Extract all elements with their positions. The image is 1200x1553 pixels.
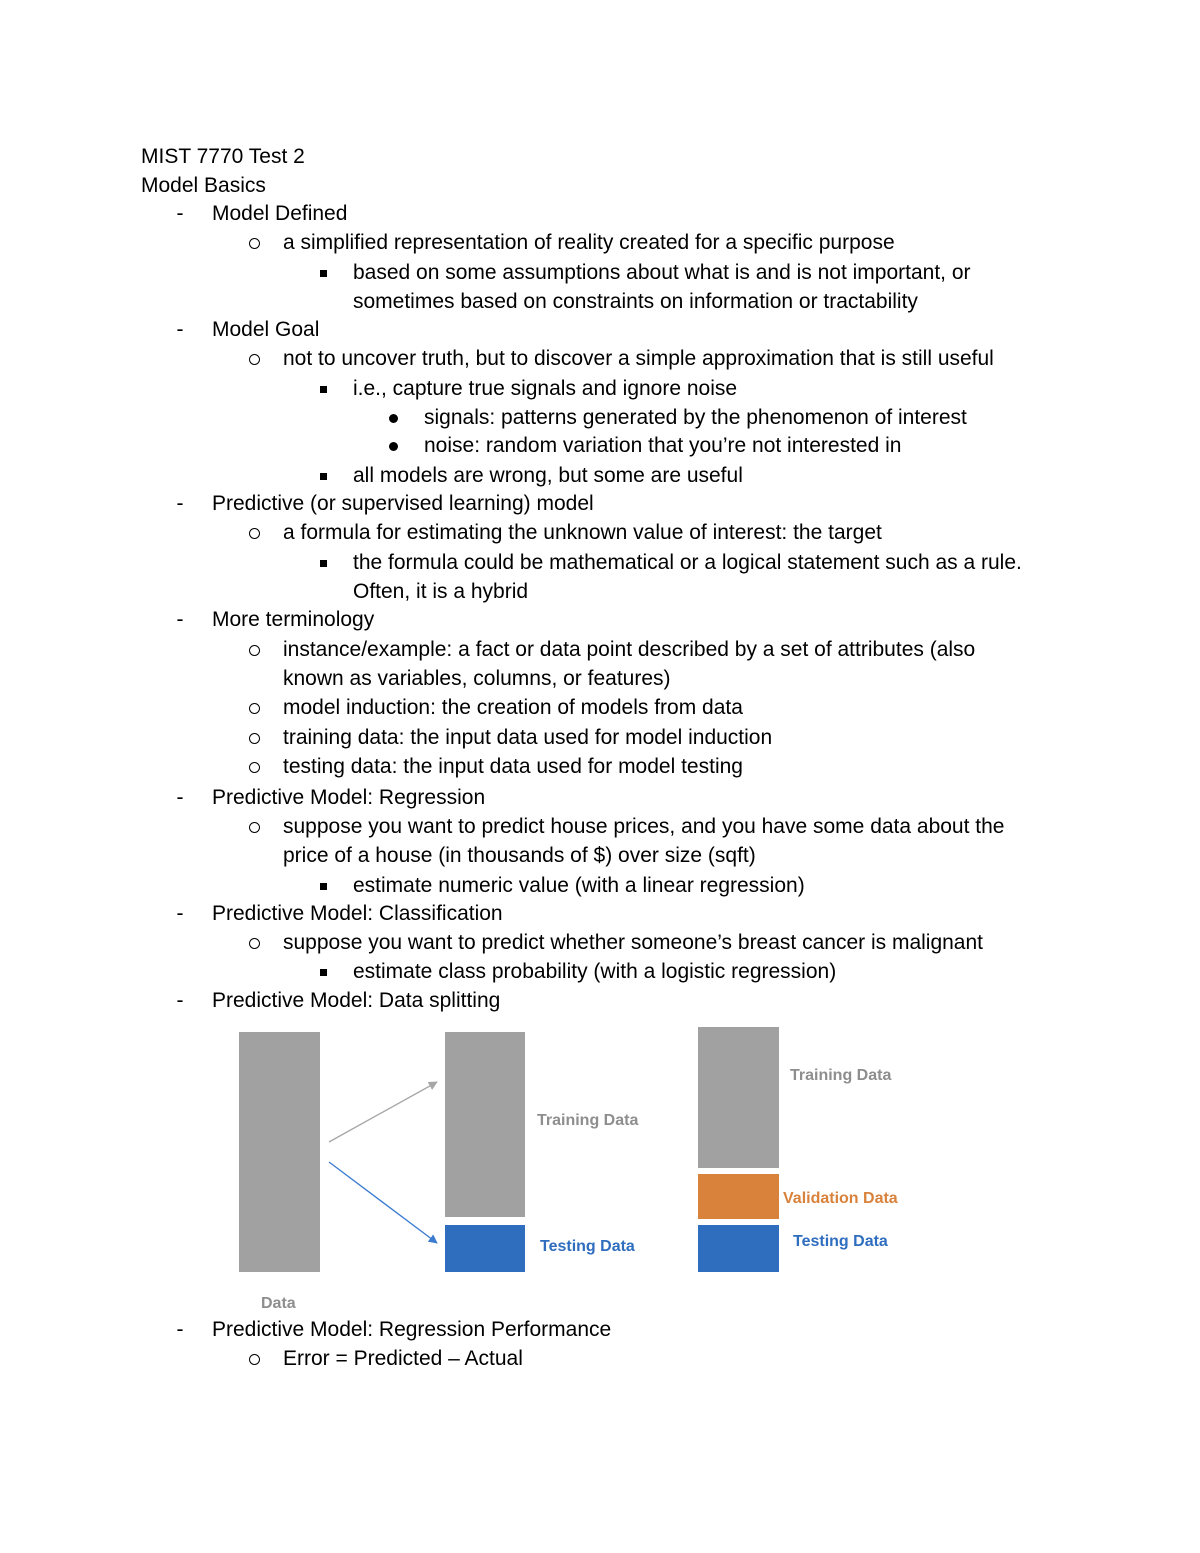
validation-block	[698, 1174, 779, 1219]
list-item-continuation: Often, it is a hybrid	[353, 580, 529, 603]
dash-bullet: -	[176, 989, 184, 1012]
dash-bullet: -	[176, 318, 184, 341]
list-item: signals: patterns generated by the phenomenon of interest	[424, 406, 967, 429]
data-block	[239, 1032, 320, 1272]
heading-regression-performance: Predictive Model: Regression Performance	[212, 1318, 612, 1341]
heading-model-goal: Model Goal	[212, 318, 320, 341]
heading-data-splitting: Predictive Model: Data splitting	[212, 989, 501, 1012]
list-item: based on some assumptions about what is and is not important, or	[353, 261, 971, 284]
dash-bullet: -	[176, 608, 184, 631]
list-item-continuation: known as variables, columns, or features)	[283, 667, 671, 690]
list-item: i.e., capture true signals and ignore noise	[353, 377, 738, 400]
list-item: a simplified representation of reality created for a specific purpose	[283, 231, 895, 254]
list-item-continuation: sometimes based on constraints on information or tractability	[353, 290, 918, 313]
list-item: model induction: the creation of models from data	[283, 696, 743, 719]
testing-label-2: Testing Data	[793, 1233, 888, 1250]
dash-bullet: -	[176, 902, 184, 925]
list-item: training data: the input data used for model induction	[283, 726, 773, 749]
list-item: Error = Predicted – Actual	[283, 1347, 523, 1370]
heading-regression: Predictive Model: Regression	[212, 786, 486, 809]
arrow-to-testing	[329, 1162, 437, 1243]
heading-more-terminology: More terminology	[212, 608, 375, 631]
list-item-continuation: price of a house (in thousands of $) over size (sqft)	[283, 844, 756, 867]
dash-bullet: -	[176, 786, 184, 809]
dash-bullet: -	[176, 1318, 184, 1341]
training-block-1	[445, 1032, 525, 1217]
list-item: estimate class probability (with a logistic regression)	[353, 960, 837, 983]
section-title: Model Basics	[141, 174, 266, 197]
arrow-to-training	[329, 1082, 437, 1142]
training-block-2	[698, 1027, 779, 1168]
heading-predictive-model: Predictive (or supervised learning) model	[212, 492, 594, 515]
training-label-2: Training Data	[790, 1067, 892, 1084]
list-item: all models are wrong, but some are useful	[353, 464, 743, 487]
testing-block-1	[445, 1225, 525, 1272]
list-item: testing data: the input data used for model testing	[283, 755, 743, 778]
list-item: a formula for estimating the unknown value of interest: the target	[283, 521, 882, 544]
document-title: MIST 7770 Test 2	[141, 145, 305, 168]
list-item: the formula could be mathematical or a logical statement such as a rule.	[353, 551, 1022, 574]
dash-bullet: -	[176, 492, 184, 515]
testing-block-2	[698, 1225, 779, 1272]
list-item: suppose you want to predict whether someone’s breast cancer is malignant	[283, 931, 984, 954]
list-item: not to uncover truth, but to discover a simple approximation that is still useful	[283, 347, 994, 370]
list-item: noise: random variation that you’re not interested in	[424, 434, 902, 457]
training-label-1: Training Data	[537, 1112, 639, 1129]
testing-label-1: Testing Data	[540, 1238, 635, 1255]
circle-bullet-icon	[244, 1346, 264, 1372]
heading-classification: Predictive Model: Classification	[212, 902, 503, 925]
heading-model-defined: Model Defined	[212, 202, 348, 225]
validation-label: Validation Data	[783, 1190, 898, 1207]
list-item: suppose you want to predict house prices, and you have some data about the	[283, 815, 1005, 838]
list-item: estimate numeric value (with a linear regression)	[353, 874, 805, 897]
list-item: instance/example: a fact or data point described by a set of attributes (also	[283, 638, 976, 661]
data-label: Data	[261, 1295, 296, 1312]
dash-bullet: -	[176, 202, 184, 225]
